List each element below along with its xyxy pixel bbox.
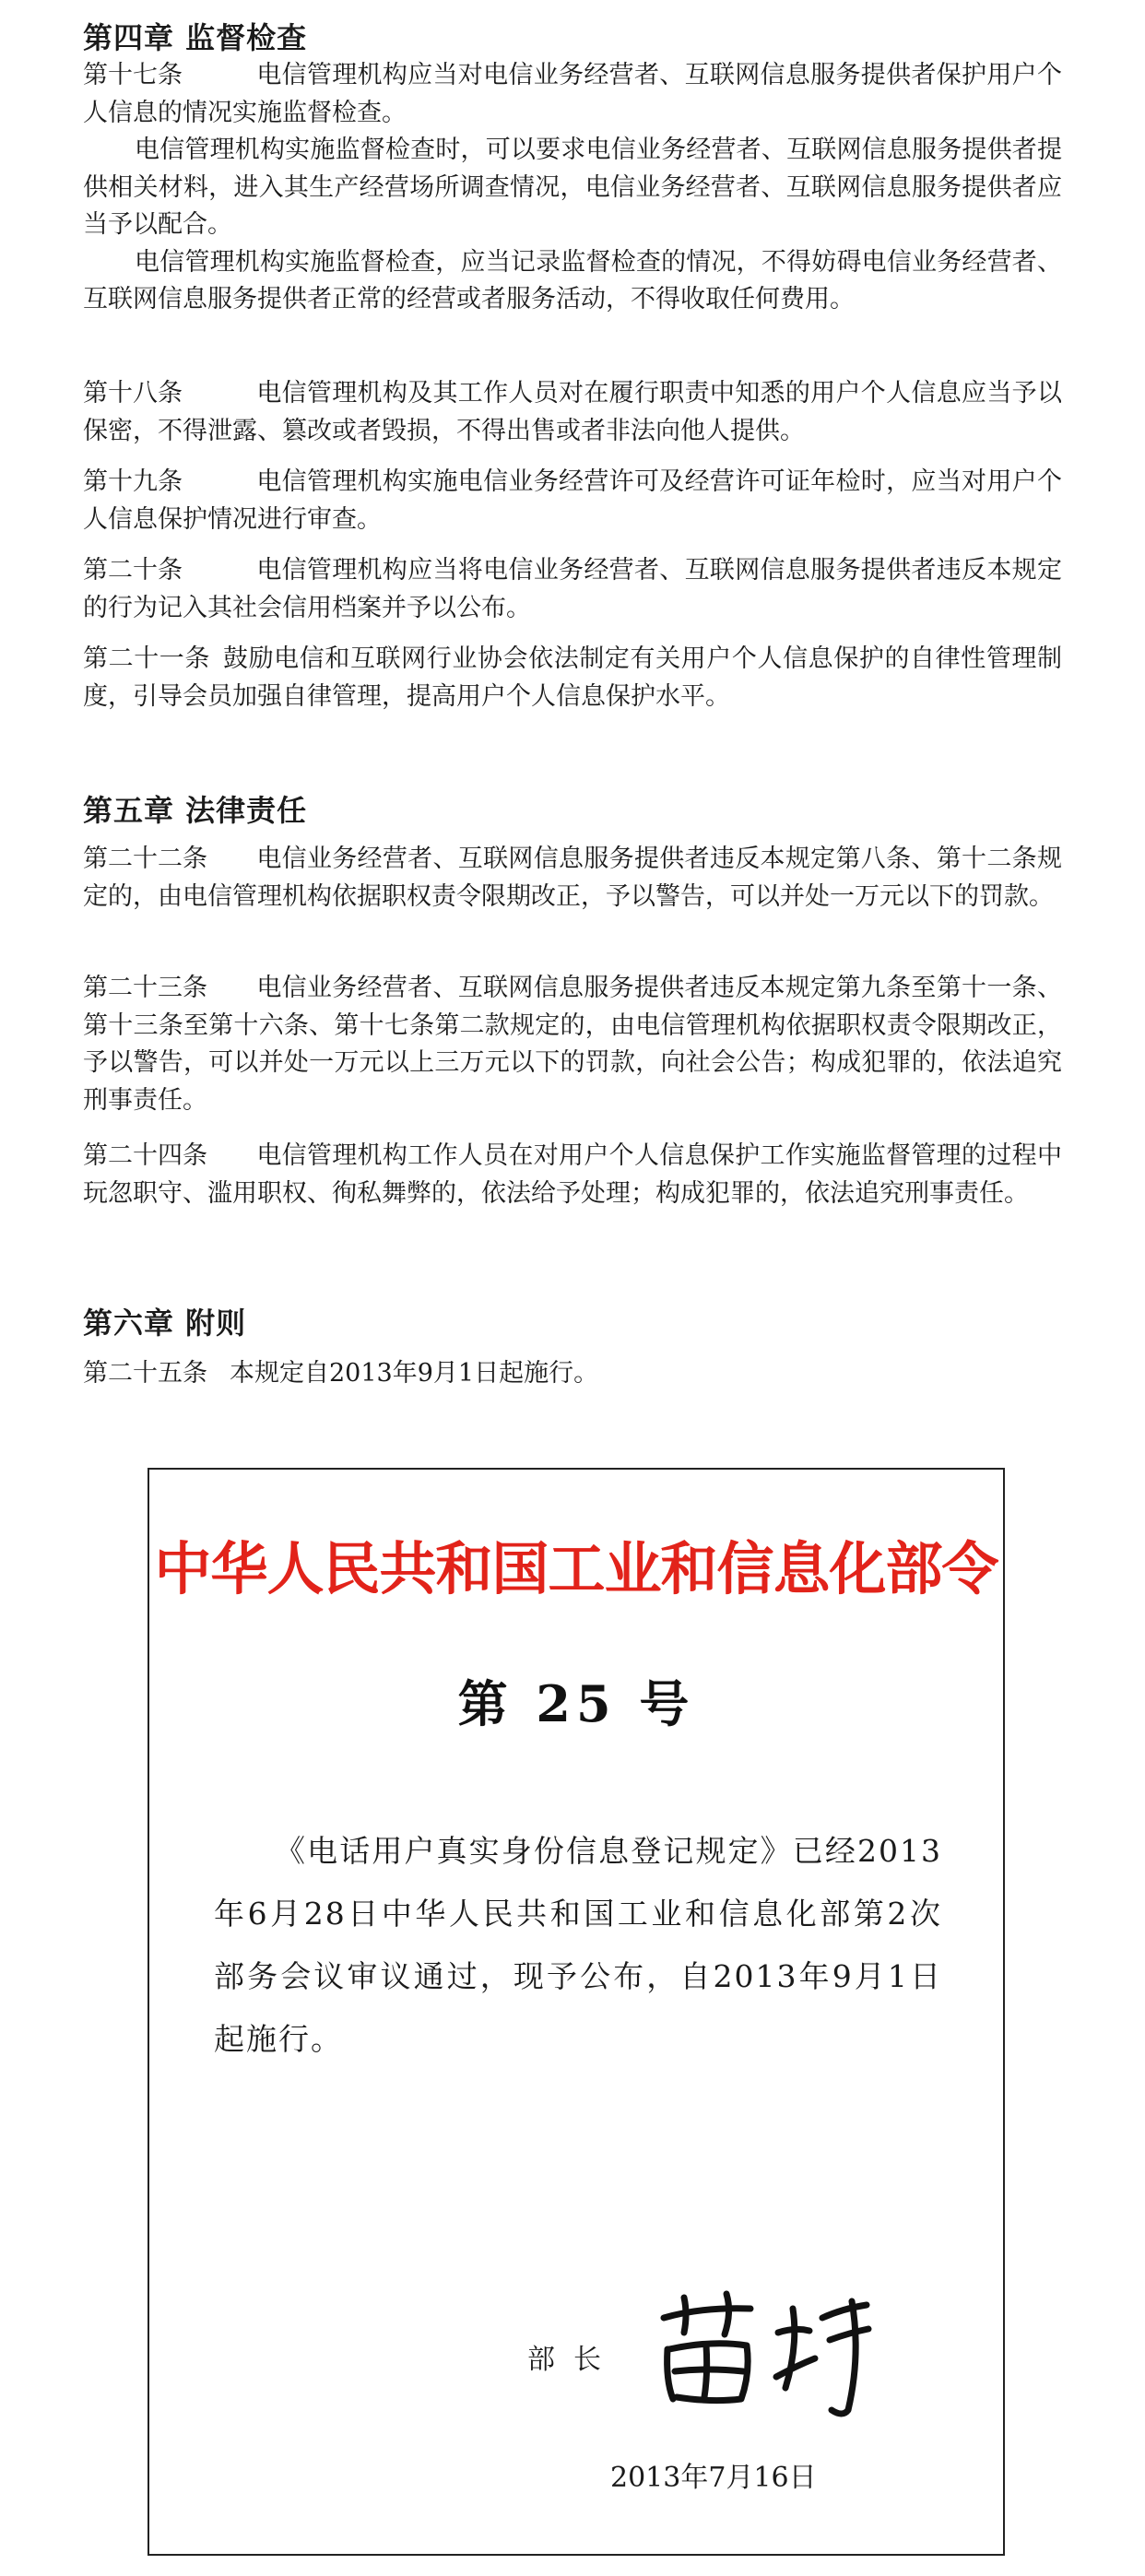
article-18-text: 电信管理机构及其工作人员对在履行职责中知悉的用户个人信息应当予以保密，不得泄露、篡改或者毁损，不得出售或者非法向他人提供。: [83, 379, 1062, 445]
article-20: [83, 552, 1062, 627]
chapter-4-title: 第四章 监督检查: [83, 20, 308, 55]
article-17-label: 第十七条: [83, 61, 183, 89]
article-17-paragraph-3: 电信管理机构实施监督检查，应当记录监督检查的情况，不得妨碍电信业务经营者、互联网信息服务提供者正常的经营或者服务活动，不得收取任何费用。: [83, 247, 1062, 313]
article-24: [83, 1138, 1062, 1212]
article-19-text: 电信管理机构实施电信业务经营许可及经营许可证年检时，应当对用户个人信息保护情况进行审查。: [83, 467, 1062, 534]
article-25-label: 第二十五条: [83, 1359, 207, 1388]
handwritten-signature: [647, 2281, 887, 2419]
signer-title: 部长: [527, 2344, 620, 2376]
order-number: 第 25 号: [457, 1674, 695, 1733]
article-23-label: 第二十三条: [83, 974, 207, 1002]
order-title: 中华人民共和国工业和信息化部令: [154, 1535, 998, 1602]
article-18-label: 第十八条: [83, 379, 183, 408]
order-body-text: 《电话用户真实身份信息登记规定》已经2013年6月28日中华人民共和国工业和信息化部第2次部务会议审议通过，现予公布，自2013年9月1日起施行。: [214, 1833, 942, 2057]
article-17-paragraph-2: 电信管理机构实施监督检查时，可以要求电信业务经营者、互联网信息服务提供者提供相关材料，进入其生产经营场所调查情况，电信业务经营者、互联网信息服务提供者应当予以配合。: [83, 136, 1062, 239]
order-body: [214, 1820, 942, 2071]
article-20-label: 第二十条: [83, 556, 183, 585]
article-18: [83, 375, 1062, 450]
article-22-label: 第二十二条: [83, 845, 207, 873]
article-25: [83, 1355, 1062, 1393]
article-24-label: 第二十四条: [83, 1141, 207, 1170]
article-22-text: 电信业务经营者、互联网信息服务提供者违反本规定第八条、第十二条规定的，由电信管理机构依据职权责令限期改正，予以警告，可以并处一万元以下的罚款。: [83, 845, 1062, 911]
article-21-text: 鼓励电信和互联网行业协会依法制定有关用户个人信息保护的自律性管理制度，引导会员加强自律管理，提高用户个人信息保护水平。: [83, 644, 1063, 711]
article-21-label: 第二十一条: [83, 644, 210, 673]
article-17: [83, 57, 1062, 319]
chapter-5-title: 第五章 法律责任: [83, 793, 308, 828]
article-17-paragraph-1: 电信管理机构应当对电信业务经营者、互联网信息服务提供者保护用户个人信息的情况实施监督检查。: [83, 61, 1062, 127]
chapter-6-title: 第六章 附则: [83, 1306, 247, 1341]
article-19-label: 第十九条: [83, 467, 183, 496]
order-date: 2013年7月16日: [610, 2462, 817, 2494]
article-23-text: 电信业务经营者、互联网信息服务提供者违反本规定第九条至第十一条、第十三条至第十六条、第十七条第二款规定的，由电信管理机构依据职权责令限期改正，予以警告，可以并处一万元以上三万元以下的罚款，向社会公告；构成犯罪的，依法追究刑事责任。: [83, 974, 1062, 1115]
article-22: [83, 841, 1062, 916]
article-23: [83, 970, 1062, 1119]
article-24-text: 电信管理机构工作人员在对用户个人信息保护工作实施监督管理的过程中玩忽职守、滥用职权、徇私舞弊的，依法给予处理；构成犯罪的，依法追究刑事责任。: [83, 1141, 1062, 1208]
article-20-text: 电信管理机构应当将电信业务经营者、互联网信息服务提供者违反本规定的行为记入其社会信用档案并予以公布。: [83, 556, 1062, 622]
ministerial-order-box: [148, 1468, 1005, 2556]
article-21: [83, 641, 1062, 715]
article-25-text: 本规定自2013年9月1日起施行。: [230, 1359, 599, 1388]
article-19: [83, 464, 1062, 538]
